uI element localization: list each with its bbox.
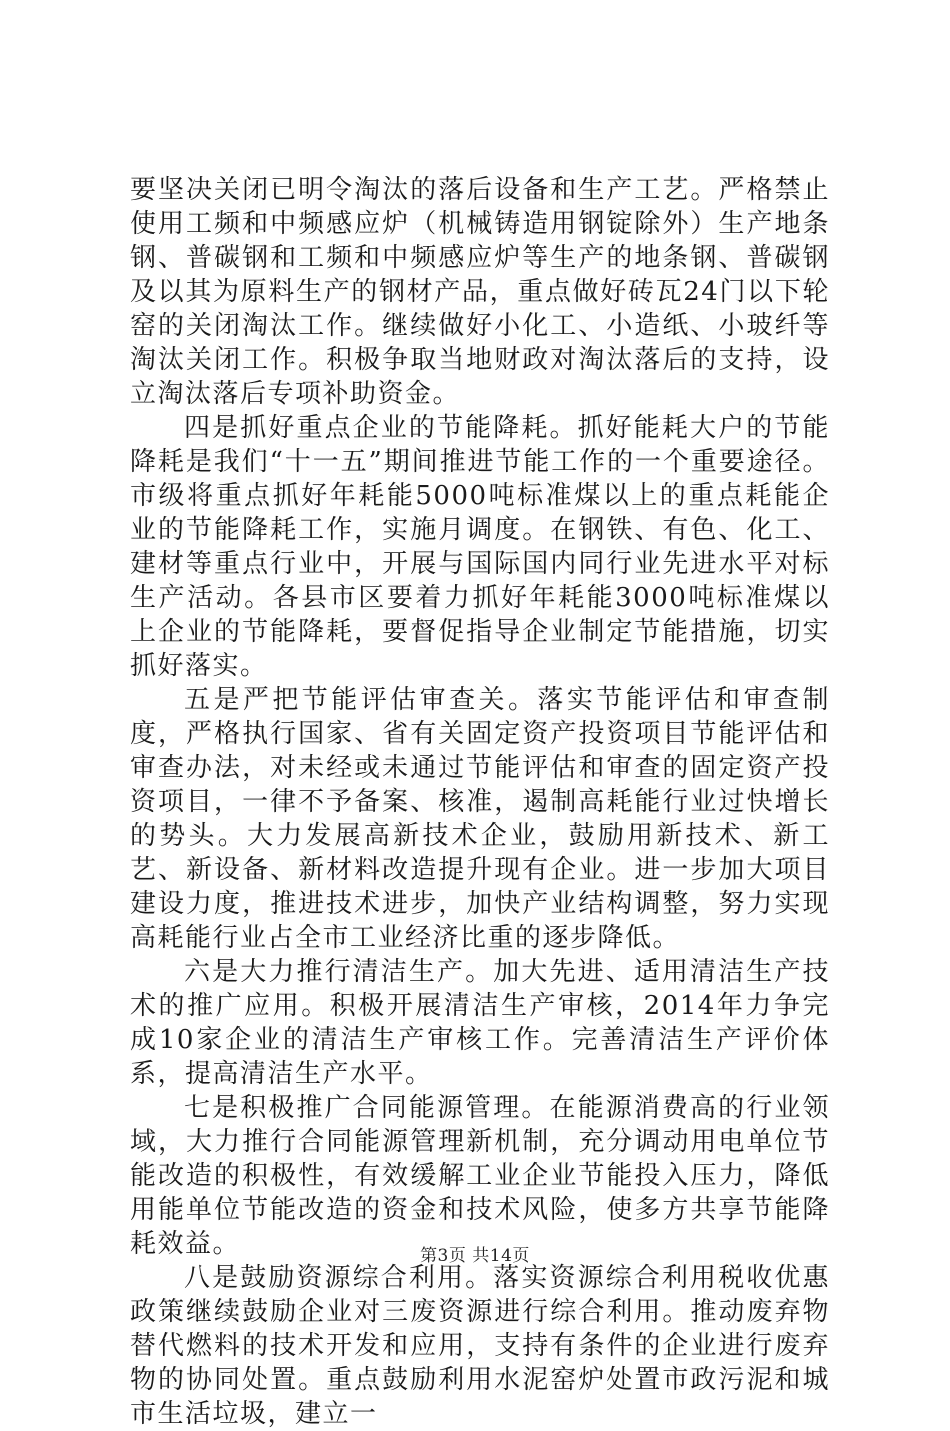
paragraph-resource-utilization: 八是鼓励资源综合利用。落实资源综合利用税收优惠政策继续鼓励企业对三废资源进行综合利用。推动废弃物替代燃料的技术开发和应用，支持有条件的企业进行废弃物的协同处置。重点鼓励利用水泥窑炉处置市政污泥和城市生活垃圾，建立一	[130, 1263, 830, 1429]
page-number-footer: 第3页 共14页	[420, 1246, 530, 1266]
paragraph-energy-assessment: 五是严把节能评估审查关。落实节能评估和审查制度，严格执行国家、省有关固定资产投资项目节能评估和审查办法，对未经或未通过节能评估和审查的固定资产投资项目，一律不予备案、核准，遏制高耗能行业过快增长的势头。大力发展高新技术企业，鼓励用新技术、新工艺、新设备、新材料改造提升现有企业。进一步加大项目建设力度，推进技术进步，加快产业结构调整，努力实现高耗能行业占全市工业经济比重的逐步降低。	[130, 685, 830, 953]
paragraph-key-enterprises: 四是抓好重点企业的节能降耗。抓好能耗大户的节能降耗是我们“十一五”期间推进节能工作的一个重要途径。市级将重点抓好年耗能5000吨标准煤以上的重点耗能企业的节能降耗工作，实施月调度。在钢铁、有色、化工、建材等重点行业中，开展与国际国内同行业先进水平对标生产活动。各县市区要着力抓好年耗能3000吨标准煤以上企业的节能降耗，要督促指导企业制定节能措施，切实抓好落实。	[130, 413, 830, 681]
paragraph-clean-production: 六是大力推行清洁生产。加大先进、适用清洁生产技术的推广应用。积极开展清洁生产审核，2014年力争完成10家企业的清洁生产审核工作。完善清洁生产评价体系，提高清洁生产水平。	[130, 957, 830, 1089]
paragraph-contract-energy: 七是积极推广合同能源管理。在能源消费高的行业领域，大力推行合同能源管理新机制，充分调动用电单位节能改造的积极性，有效缓解工业企业节能投入压力，降低用能单位节能改造的资金和技术风险，使多方共享节能降耗效益。	[130, 1093, 830, 1259]
paragraph-continuation: 要坚决关闭已明令淘汰的落后设备和生产工艺。严格禁止使用工频和中频感应炉（机械铸造用钢锭除外）生产地条钢、普碳钢和工频和中频感应炉等生产的地条钢、普碳钢及以其为原料生产的钢材产品，重点做好砖瓦24门以下轮窑的关闭淘汰工作。继续做好小化工、小造纸、小玻纤等淘汰关闭工作。积极争取当地财政对淘汰落后的支持，设立淘汰落后专项补助资金。	[130, 175, 830, 409]
